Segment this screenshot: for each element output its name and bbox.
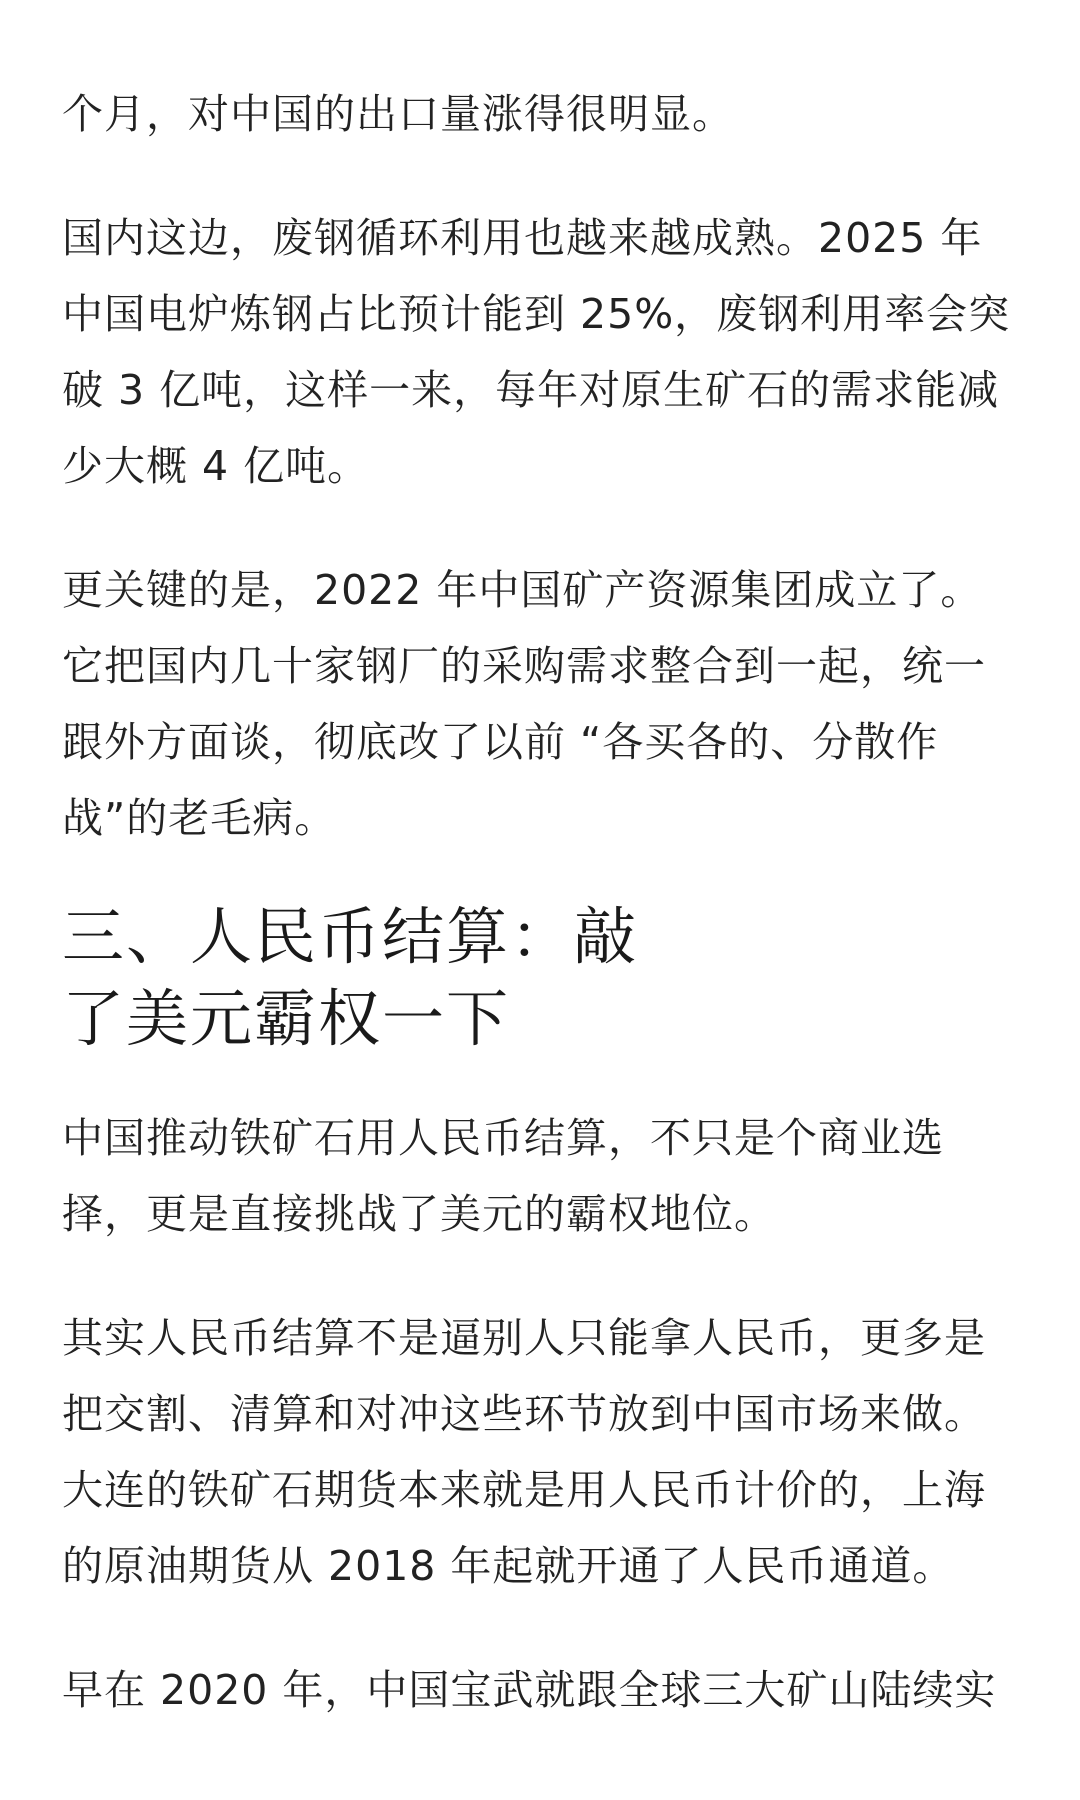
paragraph-line: 跟外方面谈，彻底改了以前 “各买各的、分散作 [62, 718, 939, 766]
heading-line: 三、人民币结算：敲 [62, 900, 639, 973]
paragraph-line: 早在 2020 年，中国宝武就跟全球三大矿山陆续实 [62, 1666, 997, 1714]
paragraph-line: 的原油期货从 2018 年起就开通了人民币通道。 [62, 1542, 955, 1590]
paragraph-3 [62, 552, 1022, 856]
paragraph-line: 少大概 4 亿吨。 [62, 442, 370, 490]
paragraph-line: 其实人民币结算不是逼别人只能拿人民币，更多是 [62, 1314, 986, 1362]
section-heading [62, 896, 1022, 1060]
paragraph-line: 破 3 亿吨，这样一来，每年对原生矿石的需求能减 [62, 366, 1000, 414]
paragraph-line: 中国推动铁矿石用人民币结算，不只是个商业选 [62, 1114, 944, 1162]
paragraph-5 [62, 1300, 1022, 1604]
paragraph-4 [62, 1100, 1022, 1252]
heading-line: 了美元霸权一下 [62, 982, 511, 1055]
paragraph-line: 个月，对中国的出口量涨得很明显。 [62, 90, 734, 138]
paragraph-line: 大连的铁矿石期货本来就是用人民币计价的，上海 [62, 1466, 986, 1514]
paragraph-2 [62, 200, 1022, 504]
paragraph-line: 把交割、清算和对冲这些环节放到中国市场来做。 [62, 1390, 986, 1438]
paragraph-line: 国内这边，废钢循环利用也越来越成熟。2025 年 [62, 214, 983, 262]
paragraph-line: 更关键的是，2022 年中国矿产资源集团成立了。 [62, 566, 983, 614]
paragraph-1 [62, 76, 1022, 152]
paragraph-line: 战”的老毛病。 [62, 794, 337, 842]
paragraph-line: 它把国内几十家钢厂的采购需求整合到一起，统一 [62, 642, 986, 690]
article-body [62, 76, 1022, 1728]
paragraph-line: 择，更是直接挑战了美元的霸权地位。 [62, 1190, 776, 1238]
paragraph-line: 中国电炉炼钢占比预计能到 25%，废钢利用率会突 [62, 290, 1011, 338]
paragraph-6 [62, 1652, 1022, 1728]
